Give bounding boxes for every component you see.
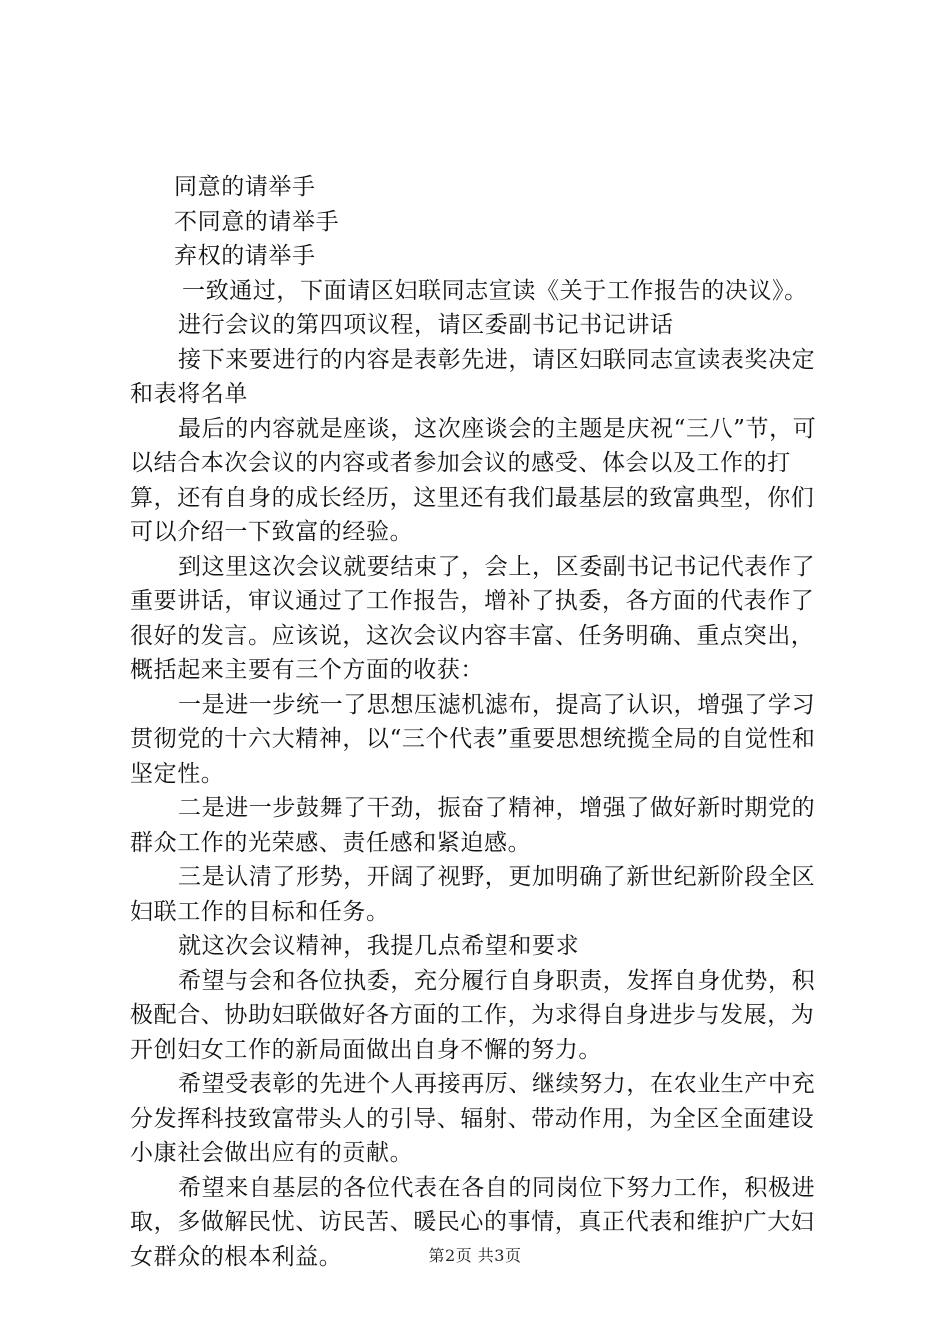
paragraph-commendation: 接下来要进行的内容是表彰先进，请区妇联同志宣读表奖决定和表将名单 [130, 346, 816, 407]
paragraph-vote-abstain: 弃权的请举手 [174, 243, 316, 269]
paragraph-vote-agree: 同意的请举手 [174, 174, 316, 200]
paragraph-conclusion: 到这里这次会议就要结束了，会上，区委副书记书记代表作了重要讲话，审议通过了工作报告，增补了执委，各方面的代表作了很好的发言。应该说，这次会议内容丰富、任务明确、重点突出，概括起来主要有三个方面的收获： [130, 553, 816, 683]
paragraph-vote-disagree: 不同意的请举手 [174, 208, 340, 235]
document-body [130, 170, 830, 1274]
paragraph-gain-two: 二是进一步鼓舞了干劲，振奋了精神，增强了做好新时期党的群众工作的光荣感、责任感和紧迫感。 [130, 795, 816, 856]
paragraph-agenda-four: 进行会议的第四项议程，请区委副书记书记讲话 [178, 312, 674, 338]
page-number: 第2页 共3页 [428, 1246, 522, 1265]
paragraph-gain-three: 三是认清了形势，开阔了视野，更加明确了新世纪新阶段全区妇联工作的目标和任务。 [130, 864, 816, 925]
paragraph-hope-awardees: 希望受表彰的先进个人再接再厉、继续努力，在农业生产中充分发挥科技致富带头人的引导、辐射、带动作用，为全区全面建设小康社会做出应有的贡献。 [130, 1071, 816, 1166]
paragraph-gain-one: 一是进一步统一了思想压滤机滤布，提高了认识，增强了学习贯彻党的十六大精神，以“三个代表”重要思想统揽全局的自觉性和坚定性。 [130, 691, 816, 787]
paragraph-resolution: 一致通过，下面请区妇联同志宣读《关于工作报告的决议》。 [182, 277, 808, 304]
paragraph-hope-representatives: 希望来自基层的各位代表在各自的同岗位下努力工作，积极进取，多做解民忧、访民苦、暖民心的事情，真正代表和维护广大妇女群众的根本利益。 [130, 1174, 816, 1270]
paragraph-forum: 最后的内容就是座谈，这次座谈会的主题是庆祝“三八”节，可以结合本次会议的内容或者参加会议的感受、体会以及工作的打算，还有自身的成长经历，这里还有我们最基层的致富典型，你们可以介绍一下致富的经验。 [130, 415, 817, 545]
paragraph-requirements-intro: 就这次会议精神，我提几点希望和要求 [178, 933, 580, 959]
paragraph-hope-committee: 希望与会和各位执委，充分履行自身职责，发挥自身优势，积极配合、协助妇联做好各方面的工作，为求得自身进步与发展，为开创妇女工作的新局面做出自身不懈的努力。 [130, 967, 816, 1063]
page-footer [0, 1243, 950, 1266]
